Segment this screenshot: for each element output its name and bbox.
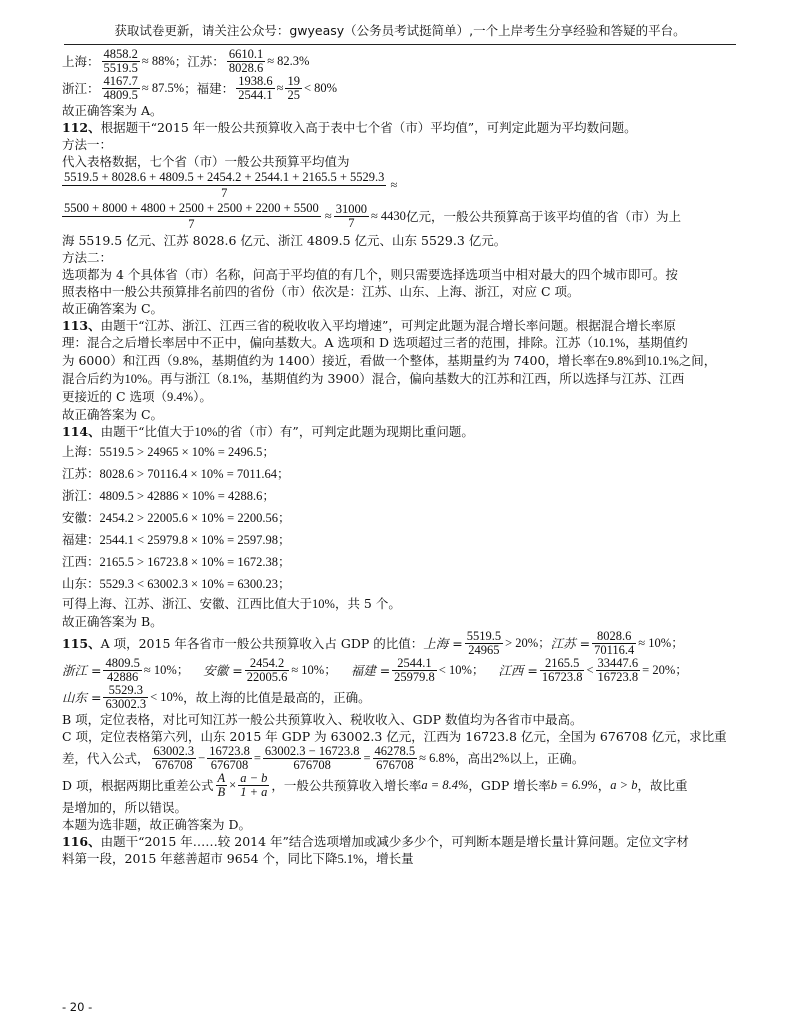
- fraction: $\frac{5519.5 + 8028.6 + 4809.5 + 2454.2 + 2544.1 + 2165.5 + 5529.3}{7}$: [64, 170, 385, 200]
- answer-line: 故正确答案为 C。: [62, 407, 164, 422]
- page-header: 获取试卷更新，请关注公众号：gwyeasy（公务员考试挺简单）,一个上岸考生分享经验和答疑的平台。: [64, 20, 736, 45]
- q113-line: 混合后约为10%。再与浙江（8.1%，基期值约为 3900）混合，偏向基数大的江苏和江西，所以选择与江苏、江西: [62, 371, 685, 386]
- q114-row: 浙江：4809.5 > 42886 × 10% = 4288.6；: [62, 488, 275, 503]
- q113-line: 更接近的 C 选项（9.4%）。: [62, 389, 212, 404]
- q115-d: D 项，根据两期比重差公式 $\frac{A}{B}$ × $\frac{a - b}{1 + a}$ ，一般公共预算收入增长率 a = 8.4% ，GDP 增长率 b = 6.9% ， a > b ，故比重: [62, 771, 688, 799]
- q113-line: 为 6000）和江西（9.8%，基期值约为 1400）接近，看做一个整体，基期量约为 7400，增长率在9.8%到10.1%之间，: [62, 353, 717, 368]
- calc-row-1: [62, 48, 742, 75]
- q112-line: 选项都为 4 个具体省（市）名称，问高于平均值的有几个，则只需要选择选项当中相对最大的四个城市即可。按: [62, 267, 678, 282]
- q113-line: 理：混合之后增长率居中不正中，偏向基数大。A 选项和 D 选项超过三者的范围，排除。江苏（10.1%，基期值约: [62, 335, 688, 350]
- result: ≈ 88%: [141, 54, 175, 68]
- fraction: $\frac{4858.2}{5519.5}$: [103, 47, 138, 75]
- q112-intro: 112、根据题干“2015 年一般公共预算收入高于表中七个省（市）平均值”，可判定此题为平均数问题。: [62, 120, 637, 135]
- label-jiangsu: ；江苏：: [174, 54, 225, 69]
- estimate-formula: $\frac{5500 + 8000 + 4800 + 2500 + 2500 + 2200 + 5500}{7}$ ≈ $\frac{31000}{7}$ ≈ 4430 亿元，一般公共预算高于该平均值的省（市）为上: [64, 201, 681, 231]
- q115-c2: 差，代入公式， $\frac{63002.3}{676708}$ − $\frac{16723.8}{676708}$ = $\frac{63002.3 - 16723.8}{676708}$ = $\frac{46278.5}{676708}$ ≈ 6.8% ，高出 2% 以上，正确。: [62, 744, 585, 772]
- q112-line: 照表格中一般公共预算排名前四的省份（市）依次是：江苏、山东、上海、浙江，对应 C 项。: [62, 284, 580, 299]
- q112-line: 海 5519.5 亿元、江苏 8028.6 亿元、浙江 4809.5 亿元、山东 5529.3 亿元。: [62, 233, 507, 248]
- q114-row: 上海：5519.5 > 24965 × 10% = 2496.5；: [62, 444, 275, 459]
- page-number: - 20 -: [62, 1000, 93, 1014]
- fraction: $\frac{19}{25}$: [287, 74, 300, 102]
- method-label: 方法一：: [62, 137, 113, 152]
- q116-intro: 116、由题干“2015 年……较 2014 年”结合选项增加或减少多少个，可判断本题是增长量计算问题。定位文字材: [62, 834, 689, 849]
- answer-line: 本题为选非题，故正确答案为 D。: [62, 817, 251, 832]
- calc-row-2: [62, 75, 742, 102]
- q114-row: 福建：2544.1 < 25979.8 × 10% = 2597.98；: [62, 532, 291, 547]
- answer-line: 故正确答案为 B。: [62, 614, 163, 629]
- result: ≈ 4430: [370, 209, 406, 223]
- label-zhejiang: 浙江：: [62, 81, 100, 96]
- approx-sign: ≈: [276, 81, 284, 95]
- label-fujian: ；福建：: [184, 81, 235, 96]
- q115-row-3: 山东 = $\frac{5529.3}{63002.3}$ < 10% ，故上海的比值是最高的，正确。: [62, 683, 371, 711]
- fraction: $\frac{1938.6}{2544.1}$: [238, 74, 273, 102]
- fraction: $\frac{31000}{7}$: [335, 202, 367, 230]
- q112-line: 代入表格数据，七个省（市）一般公共预算平均值为: [62, 154, 350, 169]
- fraction: $\frac{5500 + 8000 + 4800 + 2500 + 2500 + 2200 + 5500}{7}$: [64, 201, 319, 231]
- q114-row: 山东：5529.3 < 63002.3 × 10% = 6300.23；: [62, 576, 291, 591]
- answer-line: 故正确答案为 A。: [62, 103, 163, 118]
- page-content: [62, 48, 742, 868]
- avg-formula: [62, 170, 742, 201]
- q114-rows: [62, 441, 742, 595]
- q114-conclusion: 可得上海、江苏、浙江、安徽、江西比值大于10%，共 5 个。: [62, 596, 401, 611]
- fraction: $\frac{4167.7}{4809.5}$: [103, 74, 138, 102]
- answer-line: 故正确答案为 C。: [62, 301, 164, 316]
- label-shanghai: 上海：: [62, 54, 100, 69]
- result: ≈ 87.5%: [141, 81, 185, 95]
- result: < 80%: [303, 81, 338, 95]
- q115-b: B 项，定位表格，对比可知江苏一般公共预算收入、税收收入、GDP 数值均为各省市中最高。: [62, 712, 583, 727]
- fraction: $\frac{6610.1}{8028.6}$: [228, 47, 264, 75]
- q113-intro: 113、由题干“江苏、浙江、江西三省的税收收入平均增速”，可判定此题为混合增长率问题。根据混合增长率原: [62, 318, 676, 333]
- result: ≈ 82.3%: [267, 54, 310, 68]
- text: 亿元，一般公共预算高于该平均值的省（市）为上: [405, 209, 681, 224]
- q115-row-2: 浙江 = $\frac{4809.5}{42886}$ ≈ 10%； 安徽 = $\frac{2454.2}{22005.6}$ ≈ 10%； 福建 = $\frac{2544.1}{25979.8}$ < 10%； 江西 = $\frac{2165.5}{16723.8}$ < $\frac{33447.6}{16723.8}$ = 20%；: [62, 656, 688, 684]
- method-label: 方法二：: [62, 250, 113, 265]
- q116-line: 料第一段，2015 年慈善超市 9654 个，同比下降5.1%，增长量: [62, 851, 414, 866]
- q114-row: 江西：2165.5 > 16723.8 × 10% = 1672.38；: [62, 554, 291, 569]
- q115-row-1: 115、 A 项，2015 年各省市一般公共预算收入占 GDP 的比值： 上海 = $\frac{5519.5}{24965}$ > 20%； 江苏 = $\frac{8028.6}{70116.4}$ ≈ 10%；: [62, 629, 684, 657]
- q114-intro: 114、由题干“比值大于10%的省（市）有”，可判定此题为现期比重问题。: [62, 424, 474, 439]
- q115-c1: C 项，定位表格第六列，山东 2015 年 GDP 为 63002.3 亿元，江西为 16723.8 亿元，全国为 676708 亿元，求比重: [62, 729, 727, 744]
- approx-sign: ≈: [390, 178, 398, 192]
- q114-row: 安徽：2454.2 > 22005.6 × 10% = 2200.56；: [62, 510, 291, 525]
- q115-d2: 是增加的，所以错误。: [62, 800, 188, 815]
- q114-row: 江苏：8028.6 > 70116.4 × 10% = 7011.64；: [62, 466, 290, 481]
